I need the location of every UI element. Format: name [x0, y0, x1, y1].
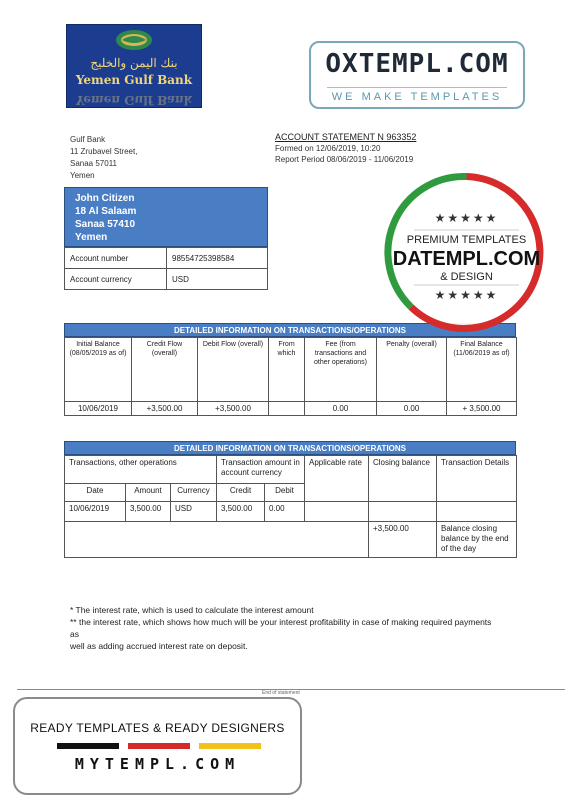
header-initial-balance: Initial Balance (08/05/2019 as of): [65, 338, 132, 402]
customer-street: 18 Al Salaam: [75, 206, 137, 217]
mytempl-stripes: [57, 743, 261, 749]
stripe-yellow: [199, 743, 261, 749]
bank-country: Yemen: [70, 171, 95, 180]
header-debit-flow: Debit Flow (overall): [198, 338, 269, 402]
cell-closing: [369, 502, 437, 522]
summary-table-section: [64, 323, 516, 416]
bank-name-arabic: بنك اليمن والخليج: [90, 56, 178, 70]
notes: [70, 604, 500, 652]
cell-debit-flow: +3,500.00: [198, 402, 269, 416]
details-table: [64, 455, 517, 558]
header-debit: Debit: [265, 484, 305, 502]
details-group-row: [65, 456, 517, 484]
mytempl-title: MYTEMPL.COM: [74, 755, 241, 773]
summary-data-row: [65, 402, 517, 416]
oxtempl-subtitle: WE MAKE TEMPLATES: [331, 91, 503, 103]
end-of-statement: End of statement: [262, 690, 300, 696]
details-table-title: DETAILED INFORMATION ON TRANSACTIONS/OPERATIONS: [64, 441, 516, 455]
cell-closing-value: +3,500.00: [369, 522, 437, 558]
customer-country: Yemen: [75, 232, 108, 243]
header-transaction-details: Transaction Details: [437, 456, 517, 502]
oxtempl-badge: [309, 41, 525, 109]
stripe-red: [128, 743, 190, 749]
header-credit: Credit: [217, 484, 265, 502]
cell-credit: 3,500.00: [217, 502, 265, 522]
bank-address: [70, 134, 137, 182]
bank-name: Gulf Bank: [70, 135, 106, 144]
header-closing-balance: Closing balance: [369, 456, 437, 502]
oxtempl-divider: [327, 87, 507, 88]
summary-table-title: DETAILED INFORMATION ON TRANSACTIONS/OPERATIONS: [64, 323, 516, 337]
summary-header-row: [65, 338, 517, 402]
cell-rate: [305, 502, 369, 522]
account-info-table: [64, 247, 268, 290]
account-number-row: [65, 248, 268, 269]
bank-name-english: Yemen Gulf Bank: [75, 73, 193, 87]
account-number-value: 98554725398584: [167, 248, 268, 269]
header-currency: Currency: [171, 484, 217, 502]
header-final-balance: Final Balance (11/06/2019 as of): [447, 338, 517, 402]
cell-credit-flow: +3,500.00: [132, 402, 198, 416]
header-penalty: Penalty (overall): [377, 338, 447, 402]
header-fee: Fee (from transactions and other operations): [305, 338, 377, 402]
bank-city: Sanaa 57011: [70, 159, 118, 168]
header-from-which: From which: [269, 338, 305, 402]
cell-closing-note: Balance closing balance by the end of the day: [437, 522, 517, 558]
cell-date: 10/06/2019: [65, 502, 126, 522]
cell-fee: 0.00: [305, 402, 377, 416]
header-transactions-group: Transactions, other operations: [65, 456, 217, 484]
cell-details: [437, 502, 517, 522]
summary-table: [64, 337, 517, 416]
statement-title: ACCOUNT STATEMENT N 963352: [275, 132, 417, 142]
account-currency-label: Account currency: [65, 269, 167, 290]
stripe-black: [57, 743, 119, 749]
details-data-row: [65, 502, 517, 522]
stamp-line2: DATEMPL.COM: [392, 248, 541, 270]
mytempl-tagline: READY TEMPLATES & READY DESIGNERS: [30, 721, 285, 735]
bank-street: 11 Zrubavel Street,: [70, 147, 138, 156]
bank-logo: [66, 24, 202, 108]
account-currency-value: USD: [167, 269, 268, 290]
cell-initial-balance: 10/06/2019: [65, 402, 132, 416]
statement-header: [275, 132, 416, 165]
customer-address: [64, 187, 268, 247]
cell-amount: 3,500.00: [126, 502, 171, 522]
stamp-line3: & DESIGN: [440, 271, 493, 283]
statement-formed: Formed on 12/06/2019, 10:20: [275, 144, 381, 153]
details-closing-row: [65, 522, 517, 558]
customer-name: John Citizen: [75, 193, 135, 204]
bank-emblem-icon: [114, 28, 154, 52]
customer-block: [64, 187, 268, 290]
details-table-section: [64, 441, 516, 558]
stamp-stars-top: ★★★★★: [434, 211, 499, 225]
header-amount-group: Transaction amount in account currency: [217, 456, 305, 484]
mytempl-badge: [13, 697, 302, 795]
stamp-stars-bottom: ★★★★★: [434, 288, 499, 302]
oxtempl-title: OXTEMPL.COM: [325, 49, 509, 79]
datempl-stamp: [384, 170, 549, 335]
cell-final-balance: + 3,500.00: [447, 402, 517, 416]
account-currency-row: [65, 269, 268, 290]
header-credit-flow: Credit Flow (overall): [132, 338, 198, 402]
account-number-label: Account number: [65, 248, 167, 269]
cell-debit: 0.00: [265, 502, 305, 522]
bank-name-reflection: Yemen Gulf Bank: [75, 93, 193, 107]
note-3: well as adding accrued interest rate on deposit.: [70, 641, 248, 651]
header-amount: Amount: [126, 484, 171, 502]
customer-city: Sanaa 57410: [75, 219, 136, 230]
cell-closing-empty: [65, 522, 369, 558]
header-applicable-rate: Applicable rate: [305, 456, 369, 502]
note-1: * The interest rate, which is used to calculate the interest amount: [70, 605, 314, 615]
cell-from-which: [269, 402, 305, 416]
note-2: ** the interest rate, which shows how much will be your interest profitability in case of making required payments as: [70, 617, 492, 639]
cell-penalty: 0.00: [377, 402, 447, 416]
header-date: Date: [65, 484, 126, 502]
statement-period: Report Period 08/06/2019 - 11/06/2019: [275, 155, 414, 164]
stamp-line1: PREMIUM TEMPLATES: [406, 234, 527, 246]
cell-currency: USD: [171, 502, 217, 522]
